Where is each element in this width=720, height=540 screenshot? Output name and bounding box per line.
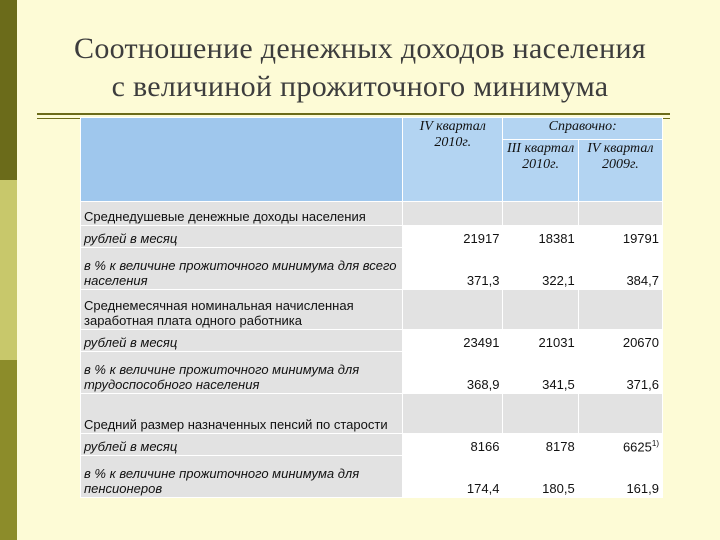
table-row: [81, 330, 663, 352]
cell-value: 161,9: [578, 456, 662, 498]
cell-value: [403, 394, 503, 434]
slide-title: [20, 30, 700, 106]
cell-value: 341,5: [503, 352, 578, 394]
row-label: Средний размер назначенных пенсий по старости: [81, 394, 403, 434]
cell-value: 21917: [403, 226, 503, 248]
cell-value: 21031: [503, 330, 578, 352]
cell-value: 371,3: [403, 248, 503, 290]
income-table: [80, 117, 663, 498]
cell-value: [403, 202, 503, 226]
row-label: в % к величине прожиточного минимума для всего населения: [81, 248, 403, 290]
cell-value: 19791: [578, 226, 662, 248]
footnote-mark: 1): [651, 438, 659, 448]
table-row: [81, 394, 663, 434]
cell-value: 384,7: [578, 248, 662, 290]
table-row: [81, 202, 663, 226]
cell-value: 18381: [503, 226, 578, 248]
table-row: [81, 434, 663, 456]
cell-value: 23491: [403, 330, 503, 352]
cell-value: [503, 202, 578, 226]
header-blank-cell: [81, 118, 403, 202]
cell-value: 180,5: [503, 456, 578, 498]
decor-bar-bottom: [0, 360, 17, 540]
row-label: в % к величине прожиточного минимума для пенсионеров: [81, 456, 403, 498]
cell-value: 368,9: [403, 352, 503, 394]
cell-value: 8178: [503, 434, 578, 456]
cell-value: [578, 202, 662, 226]
cell-value: 322,1: [503, 248, 578, 290]
table-row: [81, 226, 663, 248]
row-label: рублей в месяц: [81, 434, 403, 456]
header-q4-2009: IV квартал 2009г.: [578, 140, 662, 202]
cell-value: [503, 394, 578, 434]
title-underline: [37, 113, 670, 115]
table-row: [81, 352, 663, 394]
header-q3-2010: III квартал 2010г.: [503, 140, 578, 202]
table-row: [81, 290, 663, 330]
row-label: Среднемесячная номинальная начисленная заработная плата одного работника: [81, 290, 403, 330]
cell-value: 8166: [403, 434, 503, 456]
decor-bar-middle: [0, 180, 17, 360]
cell-value: 371,6: [578, 352, 662, 394]
row-label: рублей в месяц: [81, 330, 403, 352]
cell-value: 174,4: [403, 456, 503, 498]
title-line-2: с величиной прожиточного минимума: [111, 70, 609, 103]
cell-value: [503, 290, 578, 330]
table-row: [81, 456, 663, 498]
cell-value: [578, 394, 662, 434]
cell-value: [578, 290, 662, 330]
header-q4-2010: IV квартал 2010г.: [403, 118, 503, 202]
header-reference: Справочно:: [503, 118, 663, 140]
cell-value: [403, 290, 503, 330]
decor-bar-top: [0, 0, 17, 180]
cell-value: 20670: [578, 330, 662, 352]
row-label: рублей в месяц: [81, 226, 403, 248]
row-label: в % к величине прожиточного минимума для трудоспособного населения: [81, 352, 403, 394]
title-line-1: Соотношение денежных доходов населения: [74, 32, 646, 65]
cell-value-with-footnote: [578, 434, 662, 456]
table-row: [81, 248, 663, 290]
cell-value: 6625: [622, 439, 652, 454]
row-label: Среднедушевые денежные доходы населения: [81, 202, 403, 226]
